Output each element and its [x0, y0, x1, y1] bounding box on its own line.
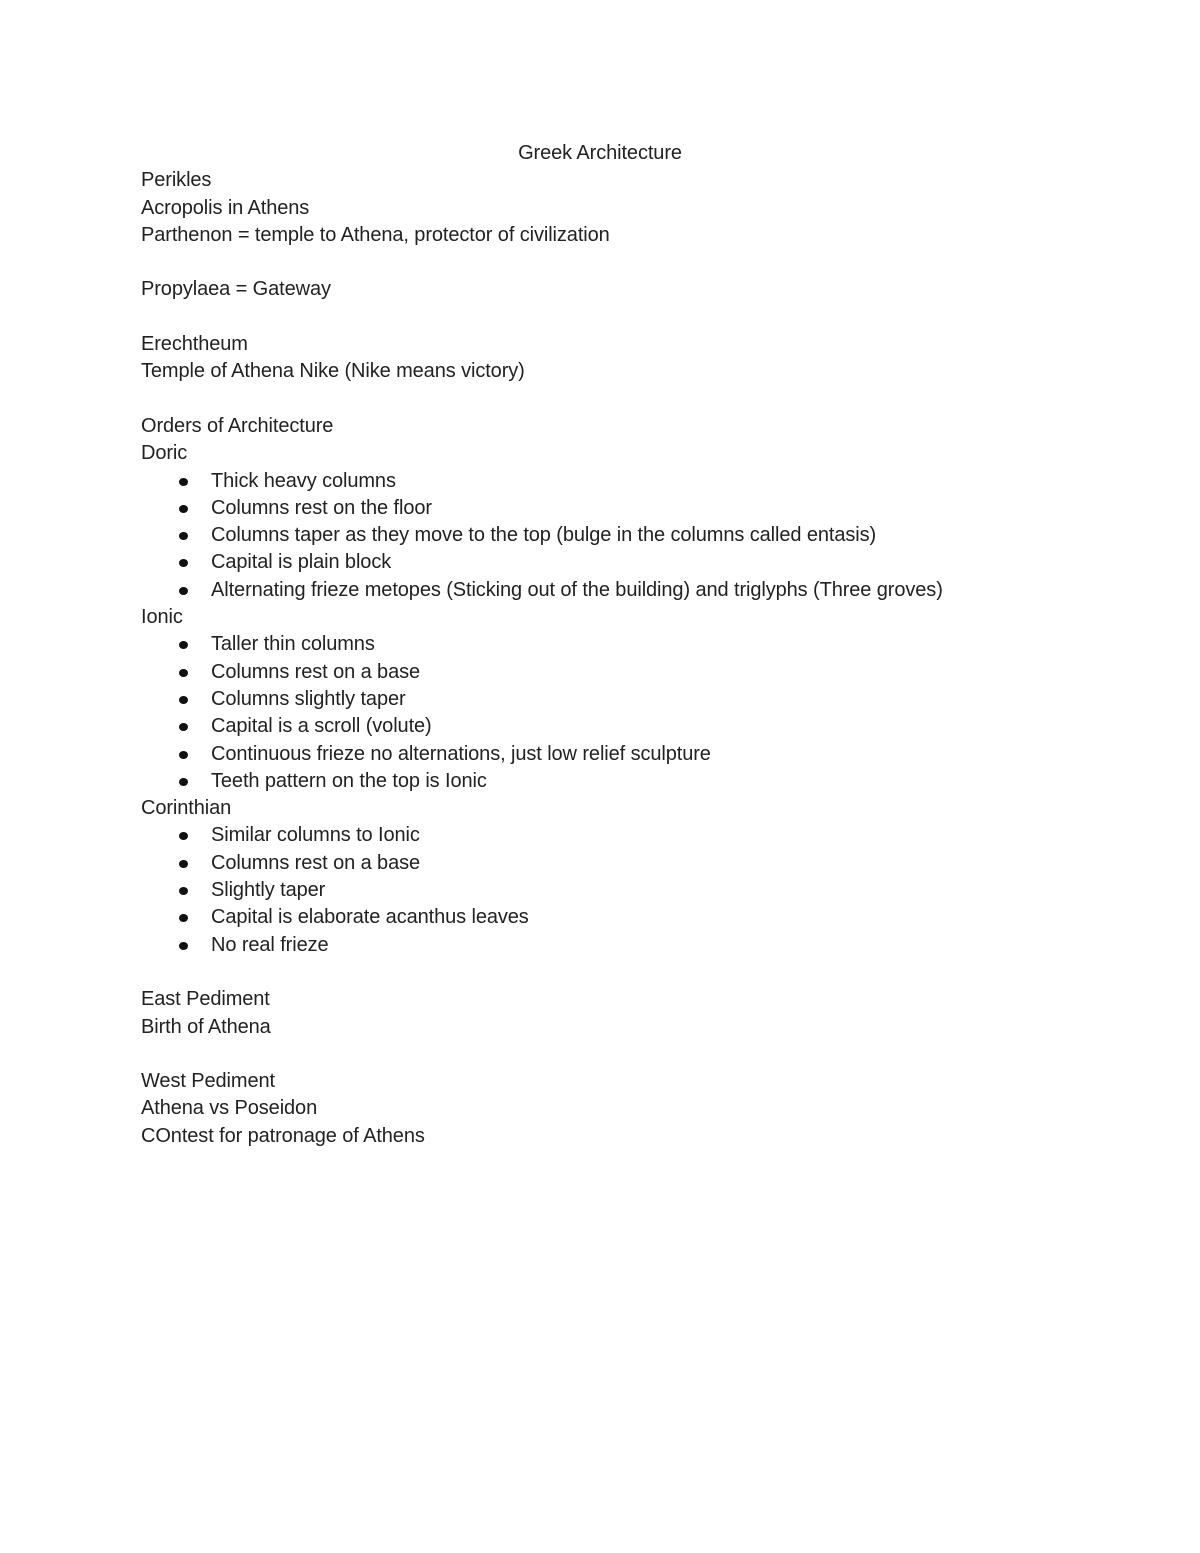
text-line-west-pediment: West Pediment	[141, 1070, 275, 1093]
bullet-icon	[179, 723, 188, 731]
bullet-icon	[179, 832, 188, 840]
bullet-icon	[179, 505, 188, 513]
bullet-icon	[179, 478, 188, 486]
list-item-text: Columns slightly taper	[211, 687, 406, 710]
bullet-icon	[179, 587, 188, 595]
text-line-perikles: Perikles	[141, 169, 212, 192]
bullet-icon	[179, 778, 188, 786]
list-item-text: Capital is a scroll (volute)	[211, 715, 432, 738]
bullet-list-corinthian	[141, 822, 1061, 958]
text-line-propylaea: Propylaea = Gateway	[141, 278, 331, 301]
bullet-icon	[179, 696, 188, 704]
document-body	[141, 140, 1061, 1150]
list-item-text: Columns rest on a base	[211, 660, 421, 683]
list-item	[141, 850, 1061, 877]
bullet-icon	[179, 942, 188, 950]
list-item	[141, 522, 1061, 549]
blank-line	[141, 249, 1061, 276]
section-heading-orders: Orders of Architecture	[141, 414, 334, 437]
text-line-contest: COntest for patronage of Athens	[141, 1124, 425, 1147]
bullet-list-doric	[141, 468, 1061, 604]
bullet-icon	[179, 914, 188, 922]
list-item-text: Continuous frieze no alternations, just low relief sculpture	[211, 742, 711, 765]
bullet-list-ionic	[141, 631, 1061, 795]
list-item-text: No real frieze	[211, 933, 329, 956]
text-line-birth-of-athena: Birth of Athena	[141, 1015, 271, 1038]
list-item-text: Taller thin columns	[211, 633, 375, 656]
list-item-text: Columns rest on the floor	[211, 496, 432, 519]
text-line-parthenon: Parthenon = temple to Athena, protector of civilization	[141, 223, 610, 246]
list-item	[141, 768, 1061, 795]
list-item	[141, 877, 1061, 904]
bullet-icon	[179, 860, 188, 868]
text-line-acropolis: Acropolis in Athens	[141, 196, 310, 219]
list-item	[141, 549, 1061, 576]
list-item-text: Alternating frieze metopes (Sticking out of the building) and triglyphs (Three groves)	[211, 578, 943, 601]
list-item	[141, 822, 1061, 849]
text-line-erechtheum: Erechtheum	[141, 333, 248, 356]
list-item	[141, 631, 1061, 658]
list-item	[141, 686, 1061, 713]
blank-line	[141, 386, 1061, 413]
order-name-corinthian: Corinthian	[141, 797, 232, 820]
blank-line	[141, 1041, 1061, 1068]
list-item	[141, 495, 1061, 522]
order-name-doric: Doric	[141, 442, 188, 465]
text-line-athena-vs-poseidon: Athena vs Poseidon	[141, 1097, 318, 1120]
text-line-athena-nike: Temple of Athena Nike (Nike means victory)	[141, 360, 525, 383]
list-item	[141, 577, 1061, 604]
list-item	[141, 713, 1061, 740]
text-line-east-pediment: East Pediment	[141, 988, 270, 1011]
bullet-icon	[179, 559, 188, 567]
list-item	[141, 741, 1061, 768]
bullet-icon	[179, 641, 188, 649]
blank-line	[141, 304, 1061, 331]
list-item	[141, 904, 1061, 931]
list-item-text: Slightly taper	[211, 879, 326, 902]
list-item-text: Capital is elaborate acanthus leaves	[211, 906, 529, 929]
list-item-text: Columns taper as they move to the top (bulge in the columns called entasis)	[211, 524, 877, 547]
list-item-text: Teeth pattern on the top is Ionic	[211, 769, 487, 792]
list-item-text: Thick heavy columns	[211, 469, 396, 492]
bullet-icon	[179, 887, 188, 895]
list-item-text: Similar columns to Ionic	[211, 824, 420, 847]
blank-line	[141, 959, 1061, 986]
document-title: Greek Architecture	[518, 142, 682, 164]
bullet-icon	[179, 669, 188, 677]
list-item	[141, 932, 1061, 959]
list-item	[141, 659, 1061, 686]
list-item-text: Columns rest on a base	[211, 851, 421, 874]
list-item-text: Capital is plain block	[211, 551, 392, 574]
bullet-icon	[179, 751, 188, 759]
list-item	[141, 468, 1061, 495]
order-name-ionic: Ionic	[141, 606, 183, 629]
bullet-icon	[179, 532, 188, 540]
